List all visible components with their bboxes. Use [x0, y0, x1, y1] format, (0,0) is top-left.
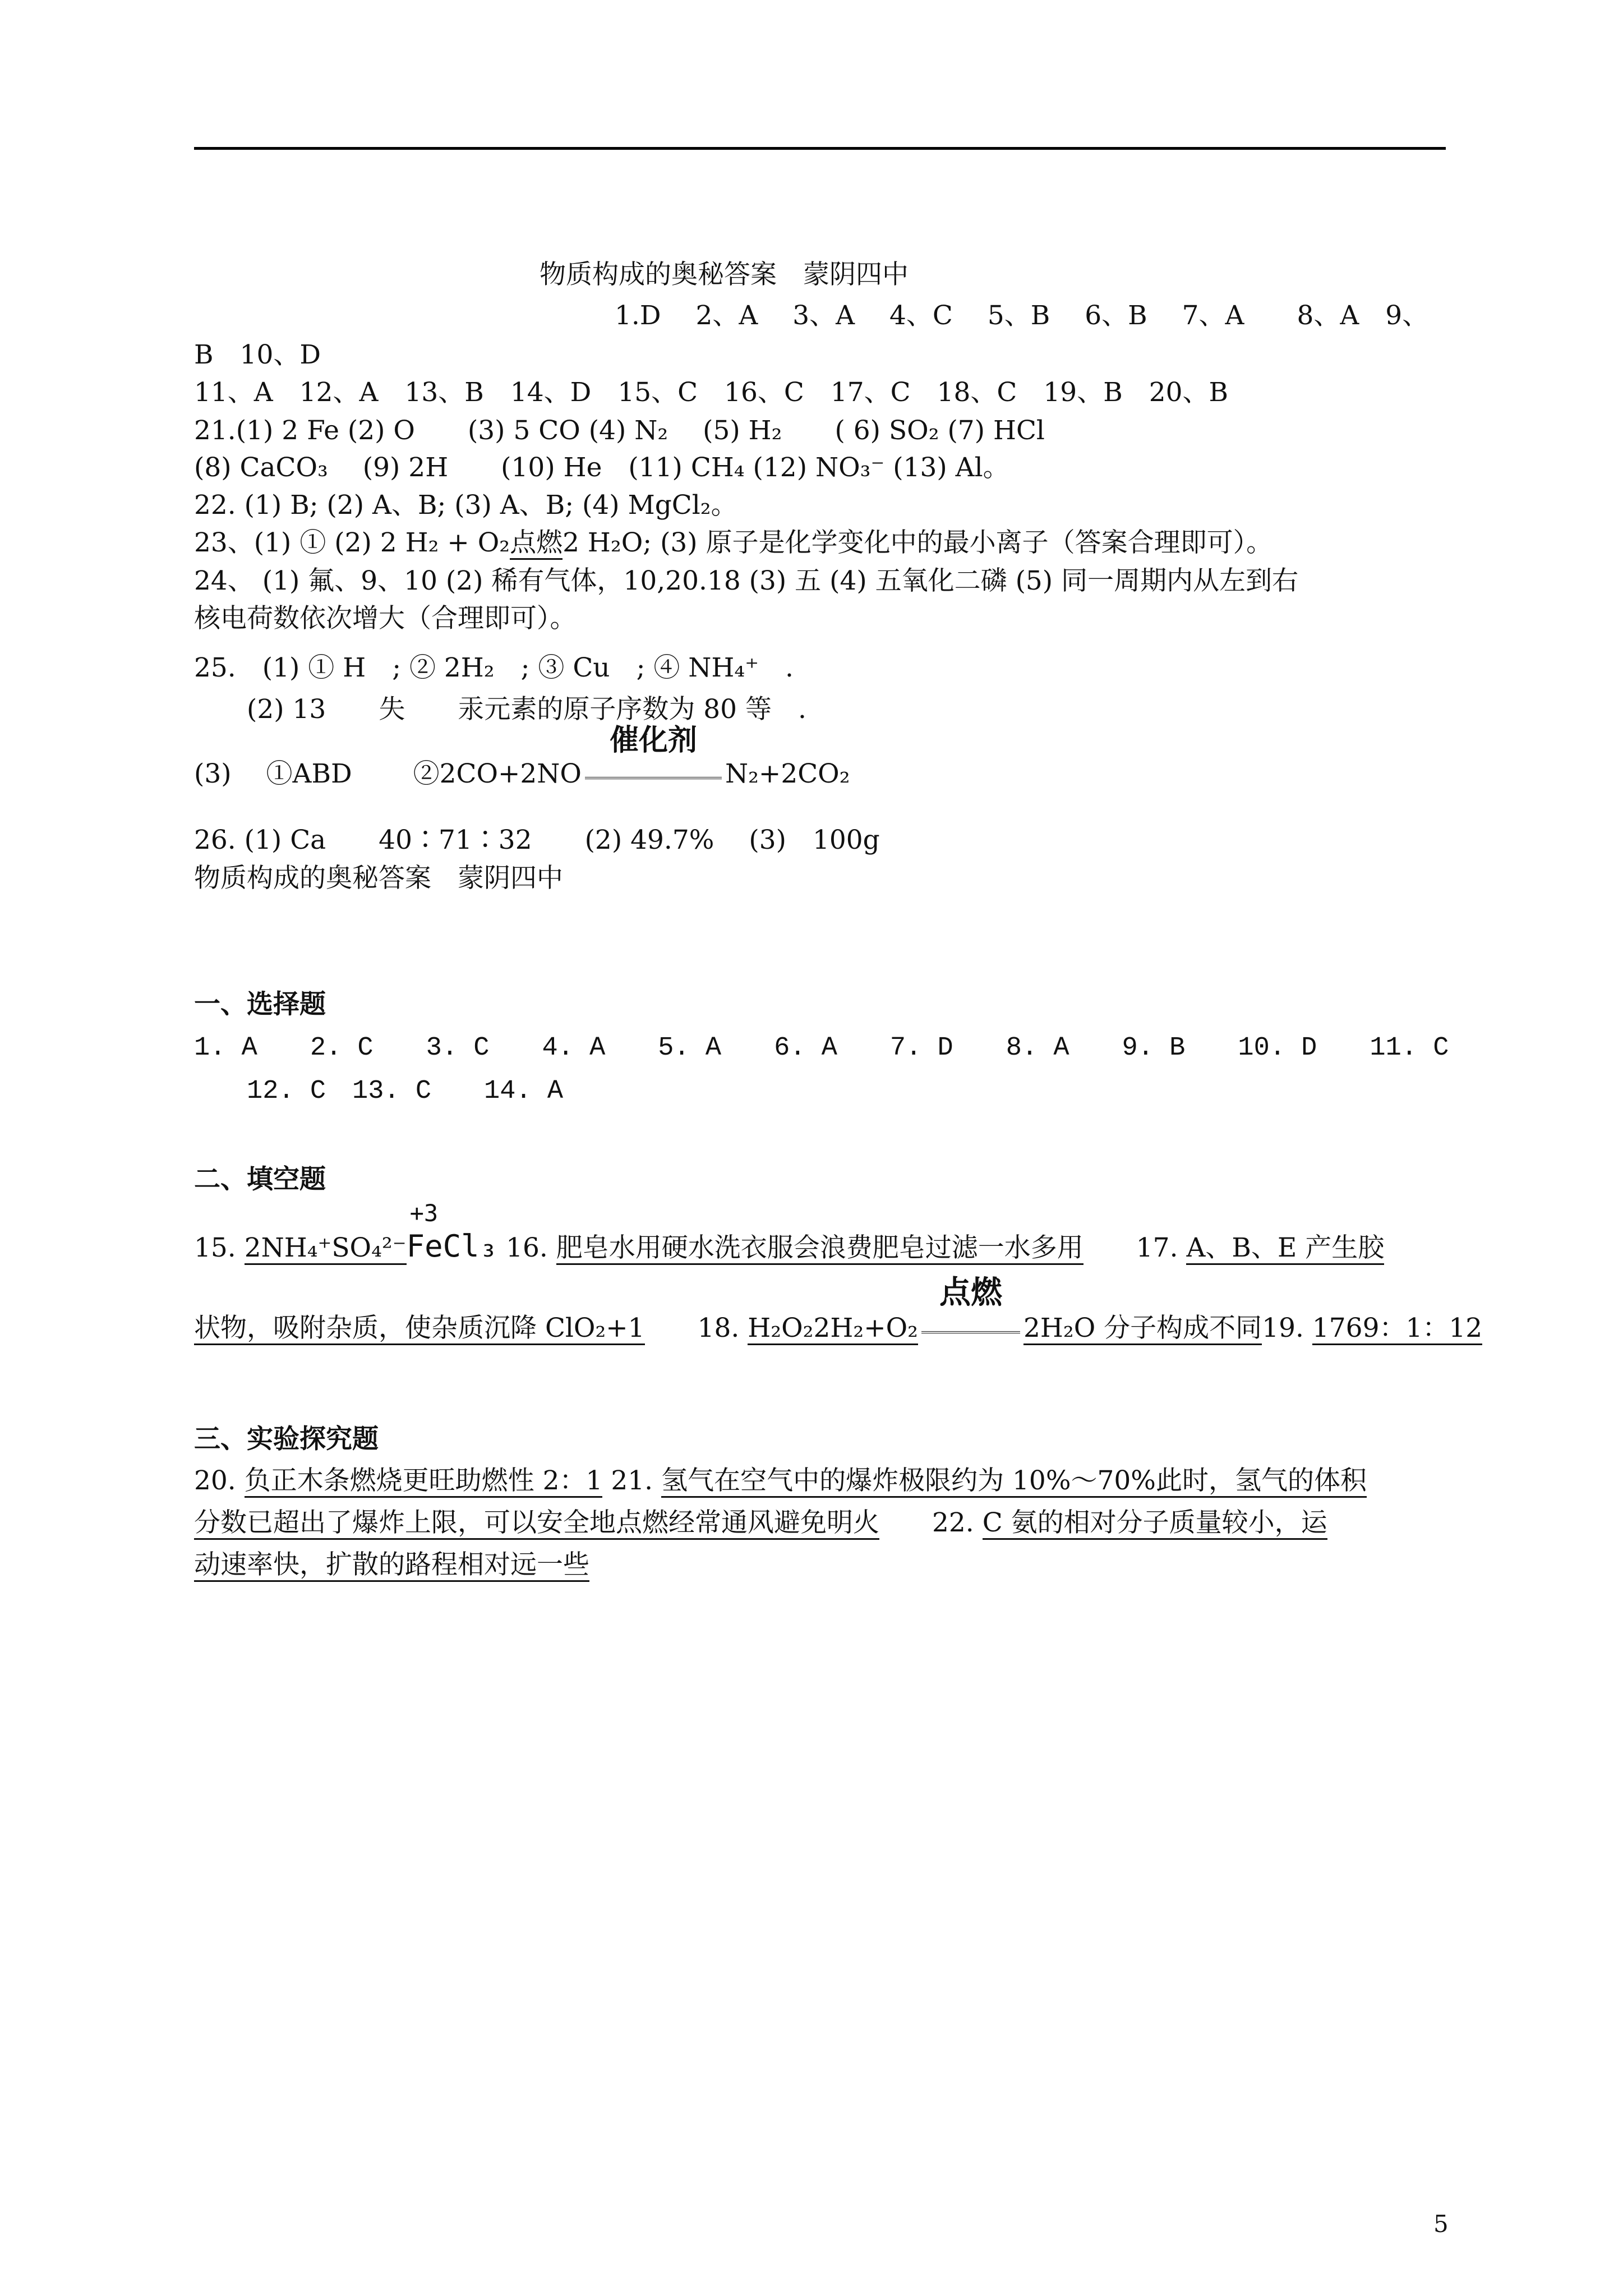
page-number: 5: [1433, 2210, 1449, 2238]
q21-22-line: [194, 1507, 1327, 1539]
q19-number: 19.: [1262, 1313, 1312, 1343]
answer-23-condition: 点燃: [510, 527, 562, 560]
q17-19-line: [194, 1274, 1483, 1344]
q19-answer: 1769：1：12: [1312, 1313, 1482, 1345]
header-rule: [194, 147, 1446, 150]
answer-23-post: 2 H₂O; (3) 原子是化学变化中的最小离子（答案合理即可）。: [562, 527, 1273, 558]
answer-21b: (8) CaCO₃ (9) 2H (10) He (11) CH₄ (12) NO₃⁻ (13) Al。: [194, 452, 1009, 483]
q22-answer-b: 动速率快，扩散的路程相对远一些: [194, 1549, 589, 1582]
answer-21a: 21.(1) 2 Fe (2) O (3) 5 CO (4) N₂ (5) H₂ ( 6) SO₂ (7) HCl: [194, 415, 1045, 446]
ignite-arrow: [921, 1274, 1020, 1337]
answer-26: 26. (1) Ca 40∶71∶32 (2) 49.7% (3) 100g: [194, 825, 880, 855]
answer-25a: 25. (1) ① H ; ② 2H₂ ; ③ Cu ; ④ NH₄⁺ .: [194, 652, 794, 683]
answer-25c-post: N₂+2CO₂: [725, 758, 850, 789]
q15-answer: 2NH₄⁺SO₄²⁻: [245, 1232, 407, 1265]
q17-answer-a: A、B、E 产生胶: [1186, 1232, 1384, 1265]
q17-answer-b: 状物，吸附杂质，使杂质沉降 ClO₂+1: [194, 1313, 645, 1345]
q21-answer-b: 分数已超出了爆炸上限，可以安全地点燃经常通风避免明火: [194, 1507, 879, 1540]
answer-row-2: B 10、D: [194, 339, 321, 370]
answer-24a: 24、 (1) 氟、9、10 (2) 稀有气体，10,20.18 (3) 五 (4) 五氧化二磷 (5) 同一周期内从左到右: [194, 565, 1299, 596]
q22-answer-a: C 氨的相对分子质量较小，运: [983, 1507, 1327, 1540]
q17-number: 17.: [1083, 1232, 1187, 1263]
q20-21-line: [194, 1465, 1367, 1497]
fecl3-formula: +3 FeCl₃: [406, 1199, 498, 1264]
title-top: 物质构成的奥秘答案 蒙阴四中: [540, 259, 909, 290]
title-bottom: 物质构成的奥秘答案 蒙阴四中: [194, 863, 563, 894]
answer-25c-pre: (3) ①ABD ②2CO+2NO: [194, 758, 582, 789]
q21-answer-a: 氢气在空气中的爆炸极限约为 10%～70%此时，氢气的体积: [661, 1465, 1367, 1498]
q18-number: 18.: [644, 1313, 748, 1343]
q18-answer-post: 2H₂O 分子构成不同: [1023, 1313, 1262, 1345]
q15-number: 15.: [194, 1232, 245, 1263]
answer-24b: 核电荷数依次增大（合理即可）。: [194, 603, 577, 634]
answer-23: [194, 527, 1272, 559]
oxidation-state: +3: [409, 1199, 439, 1227]
answer-row-1: 1.D 2、A 3、A 4、C 5、B 6、B 7、A 8、A 9、: [615, 300, 1429, 331]
section-1-row-1: 1. A 2. C 3. C 4. A 5. A 6. A 7. D 8. A 9. B 10. D 11. C: [194, 1033, 1449, 1063]
ignite-label: 点燃: [939, 1274, 1002, 1311]
q15-17-line: [194, 1199, 1385, 1265]
answer-25c: [194, 724, 850, 790]
catalyst-arrow: [585, 724, 722, 783]
answer-row-3: 11、A 12、A 13、B 14、D 15、C 16、C 17、C 18、C 19、B 20、B: [194, 377, 1229, 408]
q20-answer: 负正木条燃烧更旺助燃性 2：1: [245, 1465, 603, 1498]
answer-23-pre: 23、(1) ① (2) 2 H₂ + O₂: [194, 527, 510, 558]
section-1-title: 一、选择题: [194, 989, 326, 1020]
answer-22: 22. (1) B; (2) A、B; (3) A、B; (4) MgCl₂。: [194, 490, 737, 521]
q21-number: 21.: [602, 1465, 662, 1496]
answer-25b: (2) 13 失 汞元素的原子序数为 80 等 .: [194, 694, 806, 725]
q16-answer: 肥皂水用硬水洗衣服会浪费肥皂过滤一水多用: [556, 1232, 1083, 1265]
catalyst-label: 催化剂: [609, 724, 697, 757]
q20-number: 20.: [194, 1465, 245, 1496]
section-1-row-2: 12. C 13. C 14. A: [194, 1076, 564, 1106]
q18-answer-pre: H₂O₂2H₂+O₂: [748, 1313, 918, 1345]
q22-number: 22.: [879, 1507, 983, 1538]
q22-line-b: [194, 1549, 589, 1581]
section-3-title: 三、实验探究题: [194, 1424, 379, 1455]
q16-number: 16.: [497, 1232, 556, 1263]
section-2-title: 二、填空题: [194, 1164, 326, 1195]
